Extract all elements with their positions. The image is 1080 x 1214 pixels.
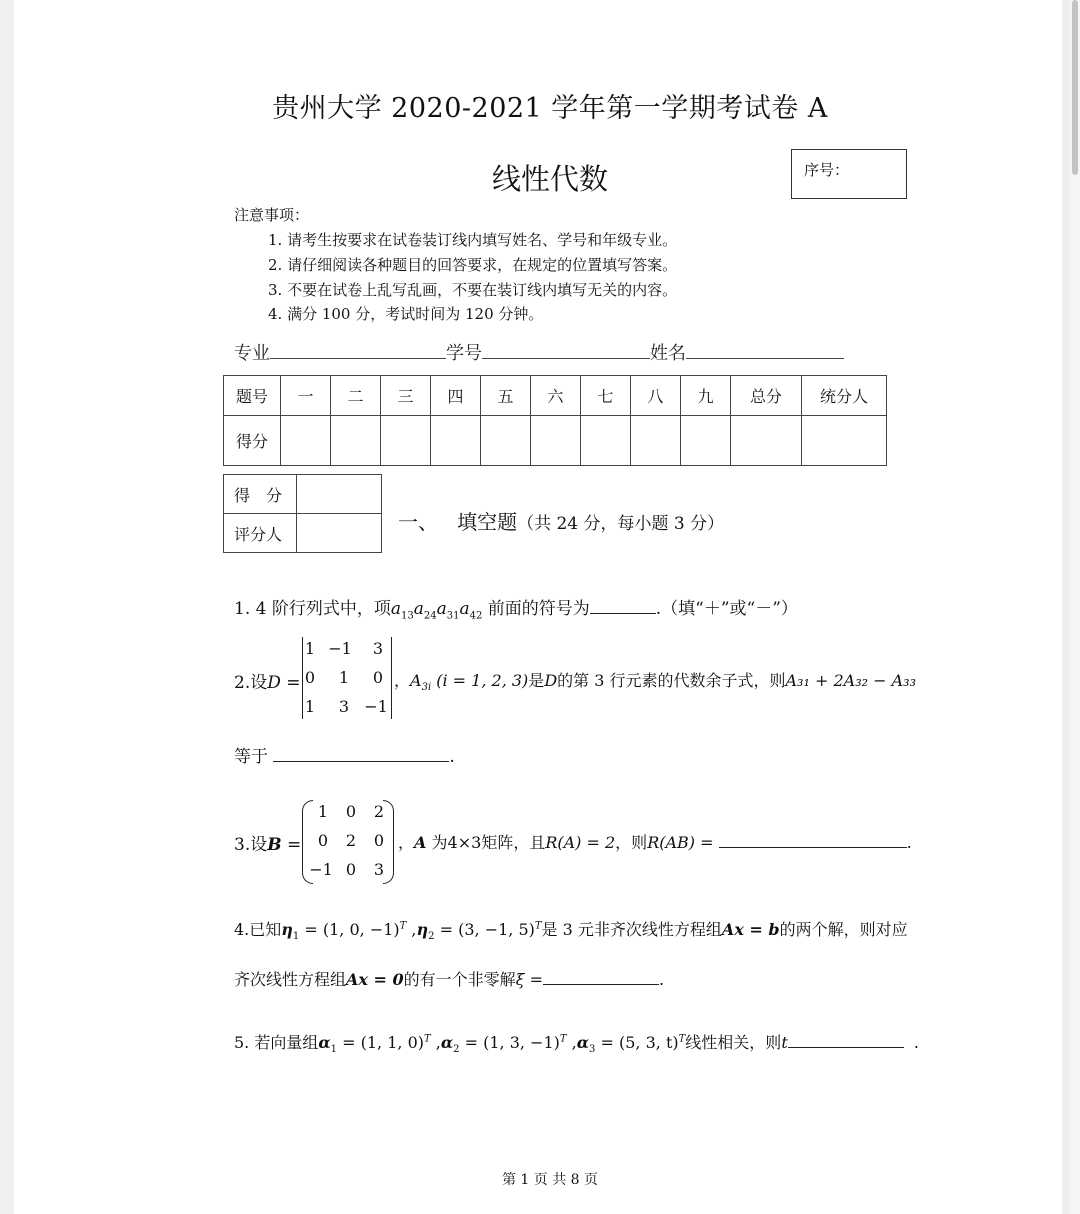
- q4-text: 是 3 元非齐次线性方程组: [541, 920, 722, 939]
- q4-text: 齐次线性方程组: [234, 970, 347, 989]
- q1-sub: 42: [469, 610, 483, 622]
- q3-rank-ab: R(AB) =: [647, 833, 714, 852]
- score-cell[interactable]: [481, 416, 531, 466]
- question-3-prefix: [234, 830, 301, 855]
- student-id-label: 学号: [446, 343, 482, 364]
- q5-alpha: α: [440, 1033, 454, 1052]
- score-table-header: 五: [481, 376, 531, 416]
- score-table-header-row: [224, 376, 887, 416]
- q2-expression: A₃₁ + 2A₃₂ − A₃₃: [785, 671, 916, 690]
- section-grader-box: [223, 474, 382, 553]
- q1-term: a: [459, 599, 470, 619]
- q5-sep: ,: [566, 1033, 577, 1052]
- q1-text: 前面的符号为: [487, 599, 590, 619]
- q4-equation: Ax = 0: [346, 970, 404, 989]
- matrix-cell: 0: [345, 802, 357, 821]
- notice-item: 4. 满分 100 分，考试时间为 120 分钟。: [268, 305, 544, 323]
- determinant-cell: −1: [328, 639, 352, 658]
- notice-item: 1. 请考生按要求在试卷装订线内填写姓名、学号和年级专业。: [268, 231, 678, 249]
- score-table-header: 总分: [731, 376, 802, 416]
- page-footer: 第 1 页 共 8 页: [501, 1172, 599, 1188]
- q4-transpose: T: [399, 920, 407, 932]
- matrix-cell: 2: [373, 802, 385, 821]
- q2-condition: (i = 1, 2, 3): [436, 671, 529, 690]
- matrix-cell: 0: [317, 831, 329, 850]
- q4-equation: Ax = b: [721, 920, 780, 939]
- determinant-cell: 3: [338, 697, 350, 716]
- major-field[interactable]: [270, 344, 446, 359]
- sequence-number-label: 序号：: [804, 161, 850, 179]
- q3-end: .: [906, 833, 912, 852]
- question-1: [234, 594, 798, 621]
- score-cell[interactable]: [381, 416, 431, 466]
- q2-text: 是: [528, 671, 545, 690]
- q5-transpose: T: [424, 1033, 431, 1045]
- student-id-field[interactable]: [482, 344, 650, 359]
- question-4-line1: [234, 917, 908, 942]
- section-title: 填空题: [457, 510, 518, 534]
- q4-eta-value: = (1, 0, −1): [299, 920, 400, 939]
- vertical-scrollbar[interactable]: [1070, 0, 1080, 1214]
- q2-answer-blank[interactable]: [273, 747, 449, 762]
- score-table-header: 统分人: [802, 376, 887, 416]
- q3-rank: R(A) = 2: [545, 833, 616, 852]
- section-score-label: 得 分: [224, 475, 297, 514]
- q5-transpose: T: [559, 1033, 567, 1045]
- q3-text: ，则: [615, 833, 648, 852]
- q4-text: 的有一个非零解: [403, 970, 516, 989]
- matrix-cell: 0: [373, 831, 385, 850]
- q2-cofactor: A: [410, 671, 422, 690]
- score-table-header: 三: [381, 376, 431, 416]
- section-grader-cell[interactable]: [297, 514, 382, 553]
- q3-eq: =: [281, 835, 302, 855]
- score-table-header: 题号: [224, 376, 281, 416]
- q3-dims: 4×3: [447, 833, 482, 852]
- determinant-cell: 1: [304, 639, 316, 658]
- major-label: 专业: [234, 343, 270, 364]
- q5-transpose: T: [678, 1033, 686, 1045]
- q4-eta-sub: 2: [428, 931, 435, 943]
- score-table-score-row: [224, 416, 887, 466]
- q3-text: 矩阵，且: [481, 833, 546, 852]
- matrix-cell: 0: [345, 860, 357, 879]
- matrix-cell: 2: [345, 831, 357, 850]
- q4-sep: ,: [406, 920, 417, 939]
- q2-comma: ，: [394, 671, 411, 690]
- q4-eta: η: [281, 920, 293, 939]
- q5-vector: = (1, 3, −1): [459, 1033, 560, 1052]
- q4-transpose: T: [534, 920, 542, 932]
- q2-d: D: [544, 671, 558, 690]
- score-table-header: 七: [581, 376, 631, 416]
- score-cell[interactable]: [331, 416, 381, 466]
- q4-answer-blank[interactable]: [543, 970, 659, 985]
- score-cell[interactable]: [581, 416, 631, 466]
- q1-term: a: [390, 599, 401, 619]
- q1-sub: 24: [423, 610, 437, 622]
- q1-answer-blank[interactable]: [590, 599, 656, 614]
- score-cell[interactable]: [802, 416, 887, 466]
- section-score-cell[interactable]: [297, 475, 382, 514]
- q4-xi: ξ =: [515, 970, 543, 989]
- q1-prefix: 1. 4 阶行列式中，项: [234, 599, 391, 619]
- q2-text: 的第 3 行元素的代数余子式，则: [557, 671, 786, 690]
- q2-cofactor-sub: 3i: [421, 682, 432, 694]
- q5-sep: ,: [430, 1033, 441, 1052]
- score-table-header: 四: [431, 376, 481, 416]
- q2-end: .: [449, 747, 455, 767]
- q1-sub: 31: [446, 610, 460, 622]
- notice-item: 2. 请仔细阅读各种题目的回答要求，在规定的位置填写答案。: [268, 256, 678, 274]
- q5-alpha: α: [318, 1033, 331, 1052]
- q4-prefix: 4.已知: [234, 920, 282, 939]
- q1-term: a: [413, 599, 424, 619]
- q5-answer-blank[interactable]: [788, 1033, 904, 1048]
- q2-eq: =: [280, 673, 301, 693]
- score-table-header: 六: [531, 376, 581, 416]
- section-grader-label: 评分人: [224, 514, 297, 553]
- q3-answer-blank[interactable]: [719, 833, 907, 848]
- section-description: （共 24 分，每小题 3 分）: [517, 514, 725, 534]
- score-table-header: 九: [681, 376, 731, 416]
- determinant-cell: 1: [338, 668, 350, 687]
- question-5: [234, 1030, 919, 1055]
- q4-eta-sub: 1: [292, 931, 300, 943]
- score-cell[interactable]: [631, 416, 681, 466]
- q5-alpha: α: [576, 1033, 590, 1052]
- q4-end: .: [658, 970, 665, 989]
- determinant-cell: 0: [304, 668, 316, 687]
- question-3-text: [398, 830, 912, 853]
- exam-page: [14, 0, 1062, 1214]
- question-2-text: [394, 668, 916, 693]
- name-field[interactable]: [686, 344, 844, 359]
- score-row-label: 得分: [224, 416, 281, 466]
- score-cell[interactable]: [281, 416, 331, 466]
- section-heading: [398, 506, 724, 535]
- score-table-header: 八: [631, 376, 681, 416]
- sequence-number-box[interactable]: [791, 149, 907, 199]
- section-number: 一、: [398, 510, 438, 534]
- q2-line2-text: 等于: [234, 747, 268, 767]
- q4-eta: η: [416, 920, 429, 939]
- determinant-cell: 0: [372, 668, 384, 687]
- q5-end: .: [913, 1033, 920, 1052]
- exam-subject: 线性代数: [491, 162, 608, 196]
- q2-determinant: [302, 637, 392, 719]
- question-2-prefix: [234, 668, 301, 693]
- q1-term: a: [436, 599, 447, 619]
- name-label: 姓名: [650, 343, 686, 364]
- q4-eta-value: = (3, −1, 5): [434, 920, 535, 939]
- q3-text: 为: [431, 833, 448, 852]
- question-4-line2: [234, 967, 664, 990]
- score-table-header: 二: [331, 376, 381, 416]
- score-cell[interactable]: [731, 416, 802, 466]
- q3-a: A: [414, 833, 427, 852]
- score-cell[interactable]: [531, 416, 581, 466]
- scrollbar-thumb[interactable]: [1072, 0, 1078, 175]
- notice-title: 注意事项：: [234, 206, 310, 224]
- matrix-cell: 1: [317, 802, 329, 821]
- score-cell[interactable]: [681, 416, 731, 466]
- determinant-cell: 1: [304, 697, 316, 716]
- q5-sub: 3: [589, 1044, 596, 1056]
- determinant-cell: 3: [372, 639, 384, 658]
- q5-sub: 1: [330, 1044, 338, 1056]
- notice-item: 3. 不要在试卷上乱写乱画，不要在装订线内填写无关的内容。: [268, 281, 678, 299]
- matrix-cell: −1: [309, 860, 333, 879]
- q5-sub: 2: [453, 1044, 460, 1056]
- student-info-fields: [234, 339, 844, 365]
- exam-title: 贵州大学 2020-2021 学年第一学期考试卷 A: [272, 93, 828, 124]
- q5-vector: = (5, 3, t): [595, 1033, 679, 1052]
- q3-lhs: B: [267, 835, 282, 855]
- q4-text: 的两个解，则对应: [779, 920, 908, 939]
- determinant-cell: −1: [364, 697, 388, 716]
- q1-sub: 13: [400, 610, 414, 622]
- q1-note: .（填“＋”或“－”）: [655, 599, 798, 619]
- q3-comma: ，: [398, 833, 415, 852]
- q2-lhs: D: [267, 673, 281, 693]
- q2-prefix: 2.设: [234, 673, 268, 693]
- q5-text: 线性相关，则: [685, 1033, 782, 1052]
- matrix-cell: 3: [373, 860, 385, 879]
- question-2-line2: [234, 742, 455, 767]
- score-table: [223, 375, 887, 466]
- q5-vector: = (1, 1, 0): [337, 1033, 424, 1052]
- q5-t: t: [781, 1033, 788, 1052]
- score-cell[interactable]: [431, 416, 481, 466]
- q3-matrix: [302, 800, 394, 882]
- q3-prefix: 3.设: [234, 835, 268, 855]
- score-table-header: 一: [281, 376, 331, 416]
- q5-prefix: 5. 若向量组: [234, 1033, 319, 1052]
